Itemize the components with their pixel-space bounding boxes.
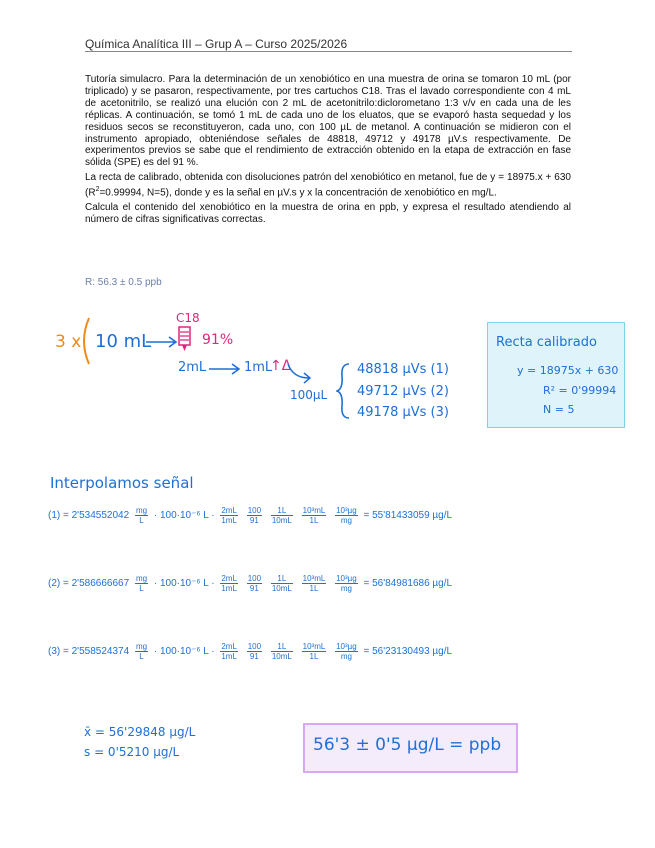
calc-row-2-label: (2) = 2'586666667 xyxy=(48,578,130,590)
sample-volume-factor: · 100·10⁻⁶ L · xyxy=(153,646,215,658)
ml-factor: $\frac{\text{10³mL}}{1L}$ xyxy=(302,574,326,593)
recovery-factor: $\frac{100}{91}$ xyxy=(247,574,262,593)
sample-volume-factor: · 100·10⁻⁶ L · xyxy=(153,510,215,522)
problem-statement xyxy=(85,74,571,229)
unit-fraction: $\frac{mg}{L}$ xyxy=(135,642,148,661)
arrow-to-reconstitution-icon xyxy=(285,362,315,388)
calibration-box-title: Recta calibrado xyxy=(496,335,597,350)
recon-factor: $\frac{1L}{10mL}$ xyxy=(271,574,292,593)
recovery-note: 91% xyxy=(202,332,234,348)
elution-factor: $\frac{2mL}{1mL}$ xyxy=(221,642,237,661)
calc-row-2-result: = 56'84981686 µg/L xyxy=(363,578,453,590)
signal-2: 49712 µVs (2) xyxy=(357,384,449,399)
calibration-text-a: La recta de calibrado, obtenida con disoluciones patrón del xenobiótico en metanol, fue de y = 18975.x + 630 (R xyxy=(85,172,571,199)
arrow-to-aliquot-icon xyxy=(208,363,242,375)
calibration-n: N = 5 xyxy=(543,403,575,416)
ug-factor: $\frac{\text{10³µg}}{mg}$ xyxy=(336,642,357,661)
calibration-equation: y = 18975x + 630 xyxy=(517,364,619,377)
problem-paragraph-3: Calcula el contenido del xenobiótico en la muestra de orina en ppb, y expresa el resultado atendiendo al número de cifras significativas correctas. xyxy=(85,202,571,226)
elution-factor: $\frac{2mL}{1mL}$ xyxy=(221,506,237,525)
document-header: Química Analítica III – Grup A – Curso 2025/2026 xyxy=(85,37,348,51)
header-rule xyxy=(85,51,572,52)
std-dev-value: s = 0'5210 µg/L xyxy=(84,745,180,759)
recovery-factor: $\frac{100}{91}$ xyxy=(247,506,262,525)
evaporation-mark: ↑Δ xyxy=(270,358,292,374)
sample-volume: 10 mL xyxy=(95,331,152,352)
calc-row-3-label: (3) = 2'558524374 xyxy=(48,646,130,658)
signal-1: 48818 µVs (1) xyxy=(357,362,449,377)
signals-brace xyxy=(336,362,352,420)
sample-volume-factor: · 100·10⁻⁶ L · xyxy=(153,578,215,590)
bracket-mark xyxy=(78,316,92,366)
signal-3: 49178 µVs (3) xyxy=(357,405,449,420)
arrow-to-cartridge-icon xyxy=(145,335,179,349)
calc-row-2 xyxy=(48,574,452,593)
r-squared-superscript: 2 xyxy=(95,186,100,194)
unit-fraction: $\frac{mg}{L}$ xyxy=(135,574,148,593)
ml-factor: $\frac{\text{10³mL}}{1L}$ xyxy=(302,642,326,661)
answer-line: R: 56.3 ± 0.5 ppb xyxy=(85,277,162,288)
aliquot-volume: 1mL xyxy=(244,360,273,375)
cartridge-icon xyxy=(178,326,192,352)
mean-value: x̄ = 56'29848 µg/L xyxy=(84,725,196,739)
unit-fraction: $\frac{mg}{L}$ xyxy=(135,506,148,525)
calibration-text-b: =0.99994, N=5), donde y es la señal en µV.s y x la concentración de xenobiótico en mg/L. xyxy=(99,187,497,199)
calc-row-1-label: (1) = 2'534552042 xyxy=(48,510,130,522)
triplicate-note: 3 x xyxy=(55,332,82,352)
problem-paragraph-1: Tutoría simulacro. Para la determinación de un xenobiótico en una muestra de orina se tomaron 10 mL (por triplicado) y se pasaron, respectivamente, por tres cartuchos C18. Tras el lavado correspondiente con 4 mL de acetonitrilo, se realizó una elución con 2 mL de acetonitrilo:diclorometano 1:3 v/v en cada una de les réplicas. A continuación, se tomó 1 mL de cada uno de los eluatos, que se evaporó hasta sequedad y los residuos secos se reconstituyeron, cada uno, con 100 µL de metanol. A continuación se midieron con el instrumento apropiado, obteniéndose señales de 48818, 49712 y 49178 µV.s respectivamente. De experimentos previos se sabe que el rendimiento de extracción obtenido en la etapa de extracción en fase sólida (SPE) es del 91 %. xyxy=(85,74,571,169)
elution-factor: $\frac{2mL}{1mL}$ xyxy=(221,574,237,593)
recovery-factor: $\frac{100}{91}$ xyxy=(247,642,262,661)
interpolation-title: Interpolamos señal xyxy=(50,474,194,492)
ug-factor: $\frac{\text{10³µg}}{mg}$ xyxy=(336,574,357,593)
calc-row-3 xyxy=(48,642,452,661)
reconstitution-volume: 100µL xyxy=(290,388,328,402)
recon-factor: $\frac{1L}{10mL}$ xyxy=(271,506,292,525)
cartridge-label: C18 xyxy=(176,311,200,325)
ml-factor: $\frac{\text{10³mL}}{1L}$ xyxy=(302,506,326,525)
calibration-r2: R² = 0'99994 xyxy=(543,384,617,397)
recon-factor: $\frac{1L}{10mL}$ xyxy=(271,642,292,661)
ug-factor: $\frac{\text{10³µg}}{mg}$ xyxy=(336,506,357,525)
calc-row-1-result: = 55'81433059 µg/L xyxy=(363,510,453,522)
elution-volume: 2mL xyxy=(178,360,207,375)
final-result: 56'3 ± 0'5 µg/L = ppb xyxy=(313,735,502,755)
problem-paragraph-2 xyxy=(85,172,571,199)
calc-row-1 xyxy=(48,506,452,525)
calc-row-3-result: = 56'23130493 µg/L xyxy=(363,646,453,658)
